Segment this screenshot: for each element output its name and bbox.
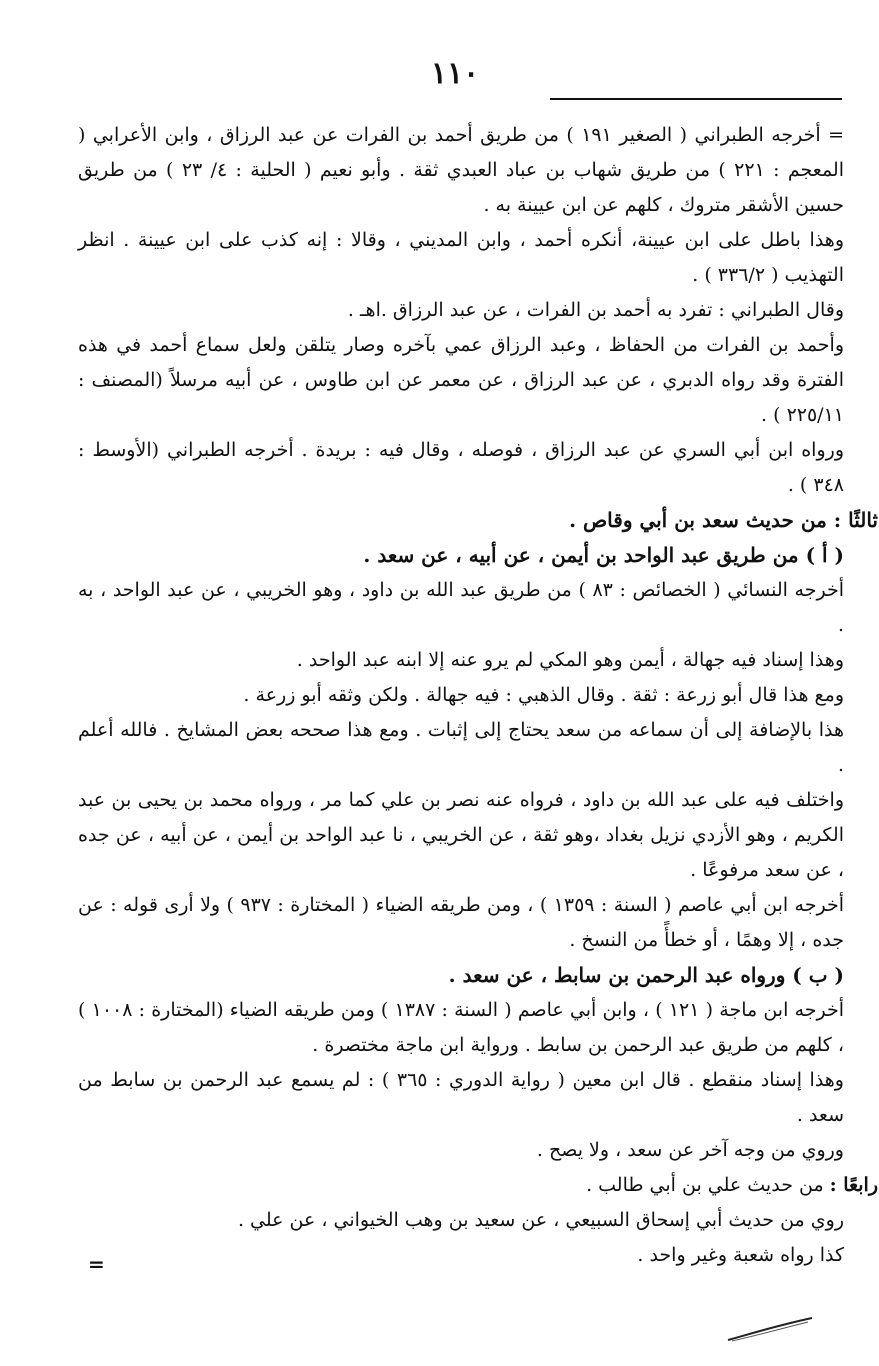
section-heading-fourth xyxy=(78,1168,878,1203)
paragraph: روي من حديث أبي إسحاق السبيعي ، عن سعيد بن وهب الخيواني ، عن علي . xyxy=(237,1209,844,1231)
paragraph: كذا رواه شعبة وغير واحد . xyxy=(637,1244,844,1266)
section-label: رابعًا : xyxy=(829,1174,878,1196)
paragraph: وهذا إسناد فيه جهالة ، أيمن وهو المكي لم يرو عنه إلا ابنه عبد الواحد . xyxy=(296,649,844,671)
section-heading-third xyxy=(78,503,878,538)
paragraph: هذا بالإضافة إلى أن سماعه من سعد يحتاج إلى إثبات . ومع هذا صححه بعض المشايخ . فالله أعلم . xyxy=(78,719,844,776)
paragraph: وأحمد بن الفرات من الحفاظ ، وعبد الرزاق عمي بآخره وصار يتلقن ولعل سماع أحمد في هذه الفترة وقد رواه الدبري ، عن عبد الرزاق ، عن معمر عن ابن طاوس ، عن أبيه مرسلاً (المصنف : ٢٢٥/١١ ) . xyxy=(78,334,844,426)
paragraph: وهذا باطل على ابن عيينة، أنكره أحمد ، وابن المديني ، وقالا : إنه كذب على ابن عيينة . انظر التهذيب ( ٣٣٦/٢ ) . xyxy=(78,229,844,286)
paragraph: وروي من وجه آخر عن سعد ، ولا يصح . xyxy=(536,1139,844,1161)
paragraph: واختلف فيه على عبد الله بن داود ، فرواه عنه نصر بن علي كما مر ، ورواه محمد بن يحيى بن عبد الكريم ، وهو الأزدي نزيل بغداد ،وهو ثقة ، عن الخريبي ، نا عبد الواحد بن أيمن ، عن أبيه ، عن جده ، عن سعد مرفوعًا . xyxy=(78,789,844,881)
page-body xyxy=(78,118,878,1273)
paragraph: أخرجه ابن ماجة ( ١٢١ ) ، وابن أبي عاصم ( السنة : ١٣٨٧ ) ومن طريقه الضياء (المختارة : ١٠٠٨ ) ، كلهم من طريق عبد الرحمن بن سابط . ورواية ابن ماجة مختصرة . xyxy=(78,999,845,1056)
paragraph: = أخرجه الطبراني ( الصغير ١٩١ ) من طريق أحمد بن الفرات عن عبد الرزاق ، وابن الأعرابي ( المعجم : ٢٢١ ) من طريق شهاب بن عباد العبدي ثقة . وأبو نعيم ( الحلية : ٤/ ٢٣ ) من طريق حسين الأشقر متروك ، كلهم عن ابن عيينة به . xyxy=(78,124,845,216)
paragraph: أخرجه ابن أبي عاصم ( السنة : ١٣٥٩ ) ، ومن طريقه الضياء ( المختارة : ٩٣٧ ) ولا أرى قوله : عن جده ، إلا وهمًا ، أو خطأً من النسخ . xyxy=(78,894,844,951)
paragraph: ورواه ابن أبي السري عن عبد الرزاق ، فوصله ، وقال فيه : بريدة . أخرجه الطبراني (الأوسط : ٣٤٨ ) . xyxy=(78,439,844,496)
section-title: من حديث علي بن أبي طالب . xyxy=(586,1174,824,1196)
page-number: ١١٠ xyxy=(430,56,480,91)
paragraph: وهذا إسناد منقطع . قال ابن معين ( رواية الدوري : ٣٦٥ ) : لم يسمع عبد الرحمن بن سابط من سعد . xyxy=(78,1069,844,1126)
paragraph: أخرجه النسائي ( الخصائص : ٨٣ ) من طريق عبد الله بن داود ، وهو الخريبي ، عن عبد الواحد ، به . xyxy=(78,579,844,636)
section-title: من حديث سعد بن أبي وقاص . xyxy=(569,508,827,532)
header-rule xyxy=(550,98,842,100)
subheading-a: ( أ ) من طريق عبد الواحد بن أيمن ، عن أبيه ، عن سعد . xyxy=(363,543,844,567)
section-label: ثالثًا : xyxy=(833,508,878,532)
paragraph: ومع هذا قال أبو زرعة : ثقة . وقال الذهبي : فيه جهالة . ولكن وثقه أبو زرعة . xyxy=(243,684,844,706)
pen-scribble xyxy=(720,1310,820,1350)
subheading-b: ( ب ) ورواه عبد الرحمن بن سابط ، عن سعد . xyxy=(448,963,844,987)
paragraph: وقال الطبراني : تفرد به أحمد بن الفرات ، عن عبد الرزاق .اهـ . xyxy=(347,299,844,321)
continuation-mark: = xyxy=(88,1252,105,1276)
